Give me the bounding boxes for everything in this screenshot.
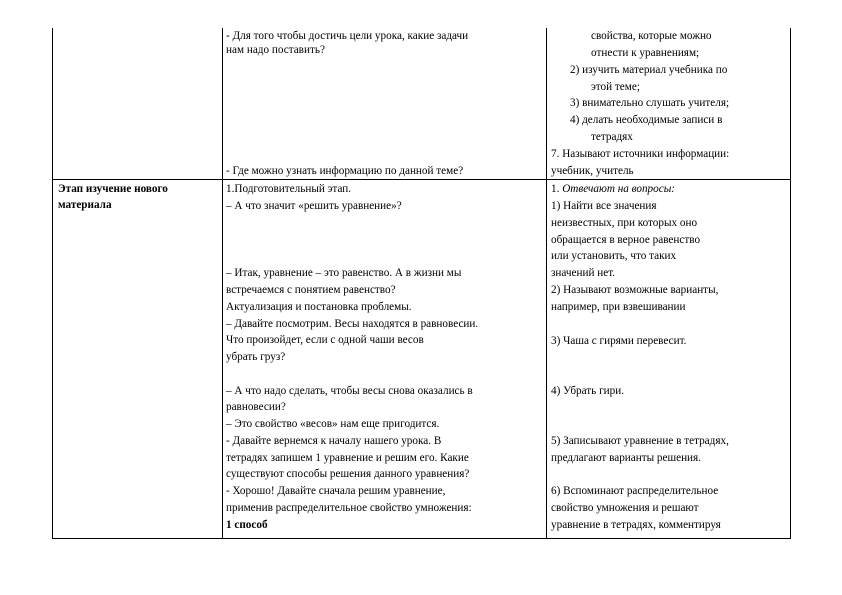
student-text-line: 7. Называют источники информации: <box>551 148 730 160</box>
teacher-text-line: – А что значит «решить уравнение»? <box>226 200 402 212</box>
student-text-line: значений нет. <box>551 267 616 279</box>
student-text-line: например, при взвешивании <box>551 301 686 313</box>
student-text-line: 6) Вспоминают распределительное <box>551 485 719 497</box>
student-answer-number: 1. <box>551 183 560 195</box>
student-text-line: 5) Записывают уравнение в тетрадях, <box>551 435 729 447</box>
teacher-text-line: - Давайте вернемся к началу нашего урока. В <box>226 435 442 447</box>
teacher-text-line: – Это свойство «весов» нам еще пригодится. <box>226 418 440 430</box>
student-text-line: уравнение в тетрадях, комментируя <box>551 519 721 531</box>
table-divider-col2 <box>546 28 547 539</box>
table-divider-col1 <box>222 28 223 539</box>
teacher-text-line: существуют способы решения данного уравнения? <box>226 468 470 480</box>
student-text-line: 3) внимательно слушать учителя; <box>570 97 730 109</box>
teacher-text-line: - Где можно узнать информацию по данной теме? <box>226 165 464 177</box>
table-border-bottom <box>52 538 791 539</box>
teacher-text-line: 1.Подготовительный этап. <box>226 183 352 195</box>
teacher-text-line: Что произойдет, если с одной чаши весов <box>226 334 424 346</box>
teacher-text-line: - Для того чтобы достичь цели урока, какие задачи <box>226 30 469 42</box>
stage-title-line: Этап изучение нового <box>58 183 168 195</box>
teacher-text-line: убрать груз? <box>226 351 286 363</box>
student-text-line: свойства, которые можно <box>591 30 712 42</box>
student-text-line: предлагают варианты решения. <box>551 452 701 464</box>
teacher-text-line: – Давайте посмотрим. Весы находятся в равновесии. <box>226 318 479 330</box>
teacher-text-line: 1 способ <box>226 519 268 531</box>
table-border-right <box>790 28 791 539</box>
student-text-line: 4) Убрать гири. <box>551 385 625 397</box>
teacher-text-line: равновесии? <box>226 401 286 413</box>
student-text-line: 2) Называют возможные варианты, <box>551 284 719 296</box>
teacher-text-line: нам надо поставить? <box>226 44 325 56</box>
stage-title-line: материала <box>58 199 112 211</box>
student-text-line: этой теме; <box>591 81 640 93</box>
teacher-text-line: применив распределительное свойство умножения: <box>226 502 472 514</box>
student-answer-heading <box>551 183 675 196</box>
student-text-line: неизвестных, при которых оно <box>551 217 698 229</box>
student-text-line: отнести к уравнениям; <box>591 47 700 59</box>
student-text-line: 4) делать необходимые записи в <box>570 114 723 126</box>
teacher-text-line: тетрадях запишем 1 уравнение и решим его. Какие <box>226 452 469 464</box>
table-row-divider <box>52 179 791 180</box>
student-text-line: 3) Чаша с гирями перевесит. <box>551 335 687 347</box>
teacher-text-line: – Итак, уравнение – это равенство. А в жизни мы <box>226 267 462 279</box>
teacher-text-line: - Хорошо! Давайте сначала решим уравнение, <box>226 485 446 497</box>
teacher-text-line: Актуализация и постановка проблемы. <box>226 301 412 313</box>
student-answer-instruction: Отвечают на вопросы: <box>562 183 676 195</box>
student-text-line: или установить, что таких <box>551 250 677 262</box>
teacher-text-line: – А что надо сделать, чтобы весы снова оказались в <box>226 385 473 397</box>
student-text-line: 2) изучить материал учебника по <box>570 64 728 76</box>
teacher-text-line: встречаемся с понятием равенство? <box>226 284 396 296</box>
student-text-line: свойство умножения и решают <box>551 502 699 514</box>
student-text-line: 1) Найти все значения <box>551 200 657 212</box>
table-border-left <box>52 28 53 539</box>
student-text-line: тетрадях <box>591 131 633 143</box>
student-text-line: обращается в верное равенство <box>551 234 701 246</box>
student-text-line: учебник, учитель <box>551 165 634 177</box>
